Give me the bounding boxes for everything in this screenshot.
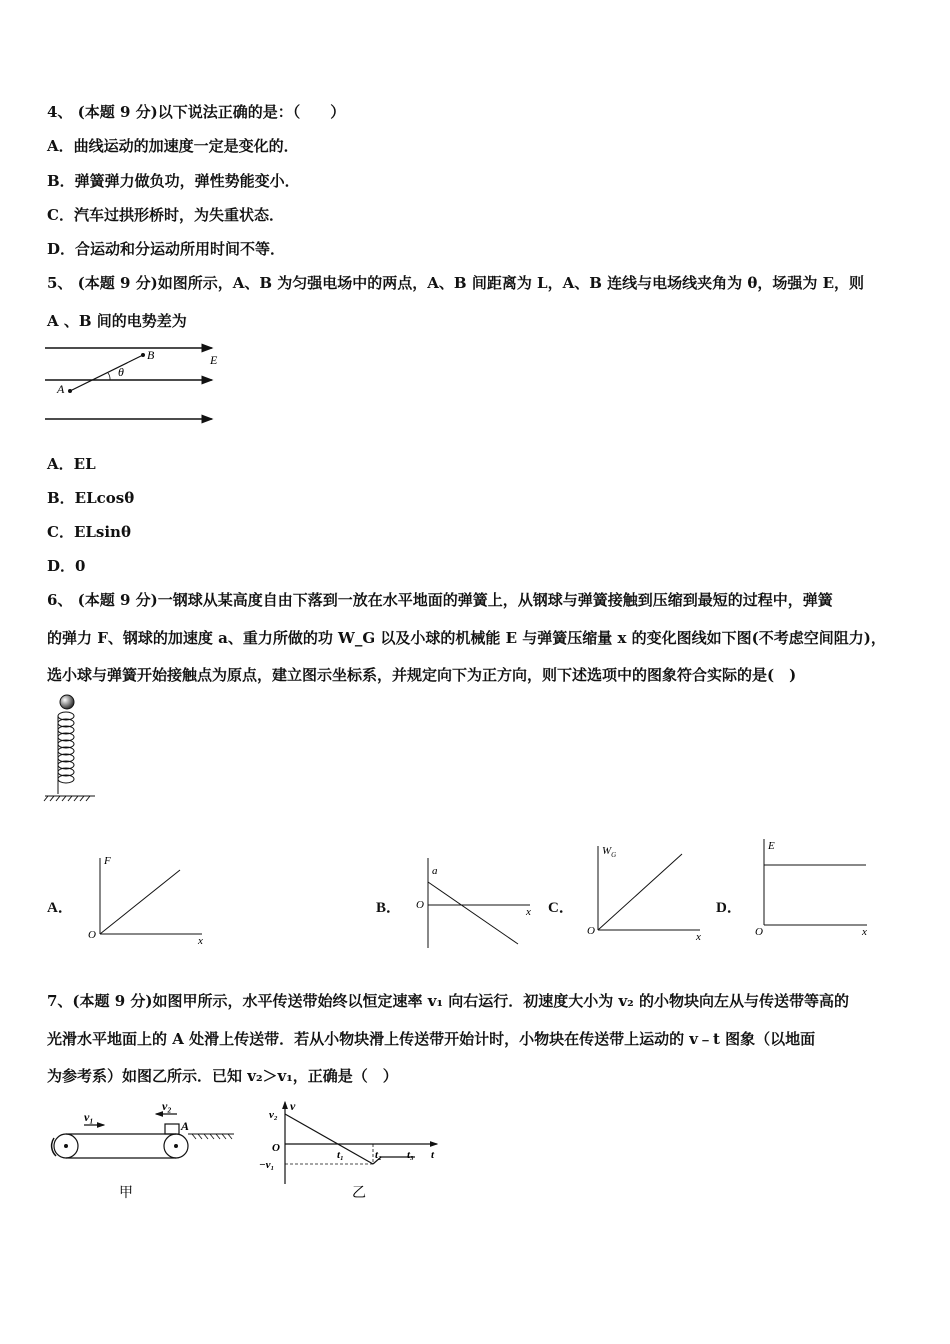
q7-stem-line1: 7、(本题 9 分)如图甲所示，水平传送带始终以恒定速率 v₁ 向右运行．初速度大小为 v₂ 的小物块向左从与传送带等高的 (47, 992, 849, 1010)
q6-option-d-label: D． (716, 900, 742, 916)
svg-text:A: A (181, 1119, 190, 1133)
svg-text:t₁: t₁ (337, 1149, 344, 1161)
q6-stem-line2: 的弹力 F、钢球的加速度 a、重力所做的功 W_G 以及小球的机械能 E 与弹簧压缩量 x 的变化图线如下图(不考虑空间阻力)， (47, 629, 886, 647)
q5-option-c: C．ELsinθ (47, 523, 131, 541)
svg-text:t₂: t₂ (375, 1149, 382, 1161)
q5-stem-line1: 5、 (本题 9 分)如图所示，A、B 为匀强电场中的两点，A、B 间距离为 L，A、B 连线与电场线夹角为 θ，场强为 E，则 (47, 274, 865, 292)
caption-jia: 甲 (119, 1186, 133, 1201)
label-b: B (147, 348, 155, 362)
q4-stem: 4、 (本题 9 分)以下说法正确的是：（ ） (47, 103, 346, 121)
svg-text:v₂: v₂ (269, 1109, 278, 1121)
vt-line-decel (285, 1114, 373, 1164)
q6-graph-c (582, 838, 712, 948)
q6-graph-a (82, 850, 212, 950)
q6-spring-figure (40, 692, 100, 804)
block (165, 1124, 179, 1134)
q6-option-c-label: C． (548, 900, 574, 916)
svg-text:−v₁: −v₁ (259, 1159, 275, 1171)
svg-text:x: x (696, 931, 701, 943)
svg-text:O: O (587, 925, 595, 937)
q5-option-d: D．0 (47, 557, 86, 575)
q7-figure-yi (255, 1096, 440, 1204)
svg-text:x: x (862, 926, 867, 938)
svg-text:x: x (526, 906, 531, 918)
spring (58, 712, 74, 794)
q6-graph-b (410, 850, 540, 950)
q5-stem-line2: A 、B 间的电势差为 (47, 312, 187, 330)
q6-stem-line1: 6、 (本题 9 分)一钢球从某高度自由下落到一放在水平地面的弹簧上，从钢球与弹簧接触到压缩到最短的过程中，弹簧 (47, 591, 833, 609)
q5-option-b: B．ELcosθ (47, 489, 135, 507)
svg-text:v₁: v₁ (84, 1110, 94, 1124)
svg-text:O: O (88, 929, 96, 941)
q6-option-b-label: B． (376, 900, 402, 916)
svg-text:t₃: t₃ (407, 1149, 414, 1161)
q6-option-a-label: A． (47, 900, 73, 916)
q4-option-b: B．弹簧弹力做负功，弹性势能变小． (47, 172, 300, 190)
svg-text:v: v (290, 1099, 296, 1113)
caption-yi: 乙 (352, 1186, 366, 1201)
q5-option-a: A．EL (47, 455, 96, 473)
svg-text:v₂: v₂ (162, 1099, 172, 1113)
svg-text:F: F (104, 855, 111, 867)
graph-c-line (598, 854, 682, 930)
label-e: E (210, 353, 218, 367)
q6-graph-d (752, 835, 882, 945)
label-a: A (57, 382, 65, 396)
steel-ball (60, 695, 74, 709)
q4-option-d: D．合运动和分运动所用时间不等． (47, 240, 286, 258)
svg-text:t: t (431, 1149, 435, 1161)
svg-text:x: x (198, 935, 203, 947)
svg-text:O: O (272, 1142, 280, 1154)
svg-text:O: O (416, 899, 424, 911)
segment-ab (70, 355, 143, 391)
q4-option-c: C．汽车过拱形桥时，为失重状态． (47, 206, 284, 224)
graph-a-line (100, 870, 180, 934)
label-theta: θ (118, 365, 124, 379)
svg-text:a: a (432, 865, 438, 877)
q6-stem-line3: 选小球与弹簧开始接触点为原点，建立图示坐标系，并规定向下为正方向，则下述选项中的图象符合实际的是( ) (47, 666, 797, 684)
ground (44, 796, 95, 801)
q7-figure-jia (44, 1096, 240, 1204)
q5-field-figure (40, 338, 230, 430)
svg-text:O: O (755, 926, 763, 938)
svg-text:WG: $W_G$ (602, 845, 617, 859)
q7-stem-line2: 光滑水平地面上的 A 处滑上传送带．若从小物块滑上传送带开始计时，小物块在传送带上运动的 v﹣t 图象（以地面 (47, 1030, 816, 1048)
svg-text:E: E (768, 840, 775, 852)
q4-option-a: A．曲线运动的加速度一定是变化的． (47, 137, 299, 155)
q7-stem-line3: 为参考系）如图乙所示．已知 v₂＞v₁，正确是（ ） (47, 1067, 398, 1085)
graph-b-line (428, 882, 518, 944)
